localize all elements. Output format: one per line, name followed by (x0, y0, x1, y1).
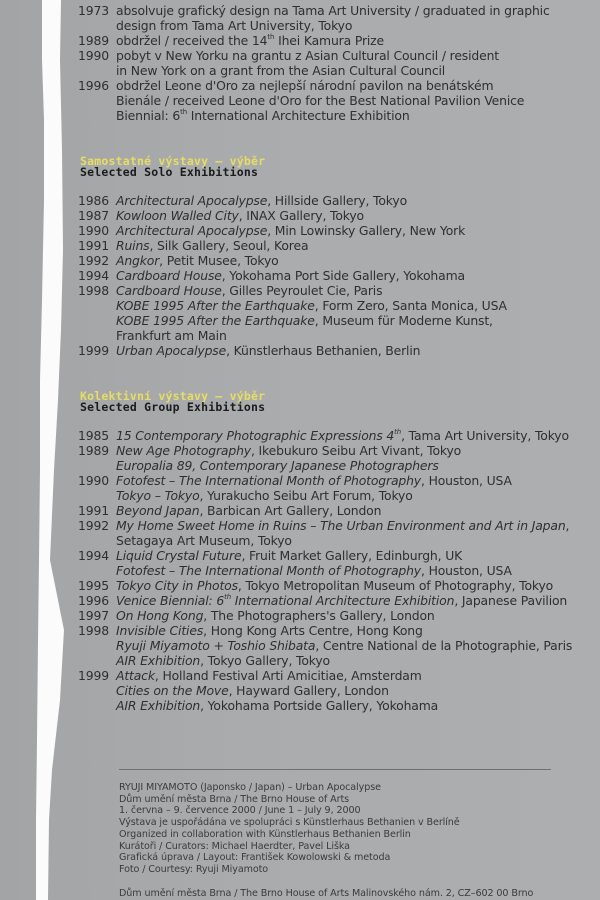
year-label: 1996 (78, 78, 109, 93)
exhibition-title: On Hong Kong (116, 608, 204, 623)
year-label (78, 63, 116, 78)
biography-list (78, 3, 588, 123)
year-label: 1990 (78, 223, 109, 238)
exhibition-row (78, 208, 588, 223)
exhibition-row (78, 638, 588, 653)
exhibition-title: Cities on the Move (116, 683, 229, 698)
biography-text: absolvuje grafický design na Tama Art University / graduated in graphic (116, 3, 550, 18)
biography-row (78, 78, 588, 93)
biography-row (78, 93, 588, 108)
exhibition-text (116, 443, 588, 458)
exhibition-text (116, 593, 588, 608)
exhibition-title: Tokyo City in Photos (116, 578, 238, 593)
exhibition-venue: , INAX Gallery, Tokyo (238, 208, 364, 223)
colophon-line: Výstava je uspořádána ve spolupráci s Künstlerhaus Bethanien v Berlíně (119, 817, 460, 829)
exhibition-row (78, 283, 588, 298)
year-label: 1989 (78, 443, 109, 458)
exhibition-row (78, 698, 588, 713)
exhibition-row (78, 548, 588, 563)
exhibition-text (116, 518, 588, 533)
exhibition-title: KOBE 1995 After the Earthquake (116, 298, 315, 313)
year-label: 1986 (78, 193, 109, 208)
year-label: 1998 (78, 623, 109, 638)
biography-text: obdržel / received the 14th Ihei Kamura Prize (116, 33, 385, 48)
group-heading-english: Selected Group Exhibitions (80, 400, 266, 414)
year-label (78, 563, 116, 578)
group-heading-czech: Kolektivní výstavy – výběr (80, 389, 266, 403)
exhibition-row (78, 193, 588, 208)
year-label (78, 313, 116, 328)
exhibition-text (116, 623, 588, 638)
exhibition-row (78, 328, 588, 343)
year-label (78, 458, 116, 473)
year-label: 1989 (78, 33, 109, 48)
colophon-credits (119, 782, 579, 876)
exhibition-text (116, 238, 588, 253)
colophon-line: Grafická úprava / Layout: František Kowolowski & metoda (119, 852, 391, 864)
year-label: 1991 (78, 503, 109, 518)
exhibition-venue: Frankfurt am Main (116, 328, 227, 343)
exhibition-row (78, 608, 588, 623)
year-label (78, 698, 116, 713)
exhibition-title: Liquid Crystal Future (116, 548, 242, 563)
exhibition-title: Venice Biennial: 6th International Architecture Exhibition (116, 593, 455, 608)
year-label: 1991 (78, 238, 109, 253)
exhibition-row (78, 253, 588, 268)
exhibition-text (116, 283, 588, 298)
exhibition-text (116, 533, 588, 548)
year-label (78, 638, 116, 653)
exhibition-row (78, 518, 588, 533)
exhibition-title: Attack (116, 668, 155, 683)
exhibition-venue: , Japanese Pavilion (454, 593, 568, 608)
year-label (78, 533, 116, 548)
year-label: 1999 (78, 668, 109, 683)
exhibition-row (78, 623, 588, 638)
exhibition-title: Ruins (116, 238, 150, 253)
exhibition-venue: , Yurakucho Seibu Art Forum, Tokyo (199, 488, 413, 503)
exhibition-title: AIR Exhibition (116, 653, 201, 668)
exhibition-venue: , Ikebukuro Seibu Art Vivant, Tokyo (250, 443, 462, 458)
exhibition-text (116, 428, 588, 443)
biography-text: Bienále / received Leone d'Oro for the Best National Pavilion Venice (116, 93, 525, 108)
exhibition-venue: , Hayward Gallery, London (228, 683, 389, 698)
exhibition-title: AIR Exhibition (116, 698, 201, 713)
colophon-line: Dům umění města Brna / The Brno House of Arts (119, 793, 349, 805)
year-label (78, 298, 116, 313)
year-label: 1997 (78, 608, 109, 623)
exhibition-row (78, 268, 588, 283)
exhibition-venue: , Form Zero, Santa Monica, USA (314, 298, 507, 313)
exhibition-venue: , Holland Festival Arti Amicitiae, Amsterdam (154, 668, 422, 683)
exhibition-venue: , Houston, USA (421, 473, 512, 488)
exhibition-title: Beyond Japan (116, 503, 200, 518)
exhibition-text (116, 223, 588, 238)
exhibition-text (116, 503, 588, 518)
exhibition-venue: , Barbican Art Gallery, London (199, 503, 382, 518)
exhibition-text (116, 458, 588, 473)
year-label: 1994 (78, 268, 109, 283)
solo-heading-czech: Samostatné výstavy – výběr (80, 154, 266, 168)
group-exhibitions-list (78, 428, 588, 713)
exhibition-venue: , Silk Gallery, Seoul, Korea (149, 238, 309, 253)
exhibition-venue: , Hillside Gallery, Tokyo (267, 193, 407, 208)
exhibition-title: Architectural Apocalypse (116, 223, 268, 238)
exhibition-row (78, 503, 588, 518)
year-label: 1999 (78, 343, 109, 358)
exhibition-text (116, 668, 588, 683)
exhibition-text (116, 638, 588, 653)
exhibition-row (78, 428, 588, 443)
exhibition-row (78, 443, 588, 458)
year-label (78, 18, 116, 33)
biography-row (78, 48, 588, 63)
exhibition-row (78, 343, 588, 358)
biography-text: pobyt v New Yorku na grantu z Asian Cultural Council / resident (116, 48, 500, 63)
exhibition-venue: , Museum für Moderne Kunst, (314, 313, 493, 328)
exhibition-venue: , Tama Art University, Tokyo (401, 428, 569, 443)
biography-text: obdržel Leone d'Oro za nejlepší národní pavilon na benátském (116, 78, 494, 93)
exhibition-venue: , Gilles Peyroulet Cie, Paris (221, 283, 383, 298)
year-label: 1994 (78, 548, 109, 563)
exhibition-title: Tokyo – Tokyo (116, 488, 200, 503)
exhibition-text (116, 563, 588, 578)
year-label (78, 653, 116, 668)
biography-row (78, 108, 588, 123)
exhibition-title: Fotofest – The International Month of Photography (116, 563, 421, 578)
exhibition-venue: , The Photographers's Gallery, London (203, 608, 435, 623)
biography-row (78, 3, 588, 18)
exhibition-title: My Home Sweet Home in Ruins – The Urban Environment and Art in Japan (116, 518, 566, 533)
year-label: 1990 (78, 473, 109, 488)
exhibition-venue: , Tokyo Metropolitan Museum of Photography, Tokyo (237, 578, 554, 593)
year-label (78, 93, 116, 108)
year-label: 1998 (78, 283, 109, 298)
group-exhibitions-heading (80, 391, 265, 413)
exhibition-venue: , Houston, USA (421, 563, 512, 578)
exhibition-text (116, 343, 588, 358)
biography-row (78, 63, 588, 78)
year-label: 1995 (78, 578, 109, 593)
year-label (78, 683, 116, 698)
exhibition-venue: , Hong Kong Arts Centre, Hong Kong (203, 623, 423, 638)
exhibition-venue: , Petit Musee, Tokyo (159, 253, 279, 268)
exhibition-title: Cardboard House (116, 283, 222, 298)
exhibition-text (116, 313, 588, 328)
biography-text: design from Tama Art University, Tokyo (116, 18, 353, 33)
exhibition-title: 15 Contemporary Photographic Expressions 4th (116, 428, 402, 443)
exhibition-venue: , Centre National de la Photographie, Paris (315, 638, 573, 653)
exhibition-venue: , Tokyo Gallery, Tokyo (200, 653, 330, 668)
year-label (78, 328, 116, 343)
exhibition-row (78, 668, 588, 683)
exhibition-venue: , Künstlerhaus Bethanien, Berlin (226, 343, 421, 358)
exhibition-venue: , Fruit Market Gallery, Edinburgh, UK (241, 548, 463, 563)
solo-exhibitions-list (78, 193, 588, 358)
exhibition-title: Europalia 89, Contemporary Japanese Photographers (116, 458, 439, 473)
divider-rule (119, 769, 551, 770)
exhibition-venue: , Yokohama Portside Gallery, Yokohama (200, 698, 439, 713)
exhibition-title: Angkor (116, 253, 160, 268)
exhibition-row (78, 313, 588, 328)
exhibition-row (78, 458, 588, 473)
solo-heading-english: Selected Solo Exhibitions (80, 165, 259, 179)
exhibition-text (116, 193, 588, 208)
colophon (119, 782, 579, 899)
exhibition-text (116, 268, 588, 283)
exhibition-text (116, 208, 588, 223)
year-label (78, 488, 116, 503)
exhibition-text (116, 253, 588, 268)
colophon-line: Kurátoři / Curators: Michael Haerdter, Pavel Liška (119, 840, 350, 852)
exhibition-venue: , (565, 518, 570, 533)
exhibition-title: Cardboard House (116, 268, 222, 283)
exhibition-venue: , Yokohama Port Side Gallery, Yokohama (221, 268, 465, 283)
exhibition-text (116, 298, 588, 313)
colophon-line: RYUJI MIYAMOTO (Japonsko / Japan) – Urban Apocalypse (119, 782, 381, 793)
exhibition-title: New Age Photography (116, 443, 251, 458)
exhibition-text (116, 548, 588, 563)
solo-exhibitions-heading (80, 156, 265, 178)
colophon-address: Dům umění města Brna / The Brno House of Arts Malinovského nám. 2, CZ–602 00 Brno (119, 887, 534, 899)
exhibition-row (78, 533, 588, 548)
exhibition-text (116, 328, 588, 343)
exhibition-row (78, 238, 588, 253)
biography-text: in New York on a grant from the Asian Cultural Council (116, 63, 446, 78)
biography-text: Biennial: 6th International Architecture Exhibition (116, 108, 410, 123)
exhibition-title: KOBE 1995 After the Earthquake (116, 313, 315, 328)
exhibition-text (116, 698, 588, 713)
exhibition-row (78, 563, 588, 578)
biography-row (78, 33, 588, 48)
year-label (78, 108, 116, 123)
exhibition-row (78, 473, 588, 488)
exhibition-text (116, 653, 588, 668)
exhibition-text (116, 473, 588, 488)
exhibition-title: Fotofest – The International Month of Photography (116, 473, 421, 488)
exhibition-row (78, 223, 588, 238)
year-label: 1992 (78, 518, 109, 533)
exhibition-row (78, 683, 588, 698)
exhibition-title: Invisible Cities (116, 623, 204, 638)
year-label: 1987 (78, 208, 109, 223)
exhibition-row (78, 653, 588, 668)
colophon-line: Organized in collaboration with Künstlerhaus Bethanien Berlin (119, 828, 411, 840)
exhibition-text (116, 683, 588, 698)
exhibition-row (78, 578, 588, 593)
exhibition-row (78, 593, 588, 608)
biography-row (78, 18, 588, 33)
exhibition-text (116, 608, 588, 623)
colophon-line: Foto / Courtesy: Ryuji Miyamoto (119, 863, 269, 875)
year-label: 1990 (78, 48, 109, 63)
exhibition-title: Urban Apocalypse (116, 343, 227, 358)
year-label: 1992 (78, 253, 109, 268)
exhibition-venue: Setagaya Art Museum, Tokyo (116, 533, 292, 548)
year-label: 1985 (78, 428, 109, 443)
exhibition-venue: , Min Lowinsky Gallery, New York (267, 223, 466, 238)
exhibition-title: Kowloon Walled City (116, 208, 239, 223)
exhibition-text (116, 488, 588, 503)
colophon-line: 1. června – 9. července 2000 / June 1 – July 9, 2000 (119, 805, 361, 817)
exhibition-title: Ryuji Miyamoto + Toshio Shibata (116, 638, 316, 653)
year-label: 1973 (78, 3, 109, 18)
exhibition-title: Architectural Apocalypse (116, 193, 268, 208)
exhibition-text (116, 578, 588, 593)
exhibition-row (78, 488, 588, 503)
year-label: 1996 (78, 593, 109, 608)
exhibition-row (78, 298, 588, 313)
